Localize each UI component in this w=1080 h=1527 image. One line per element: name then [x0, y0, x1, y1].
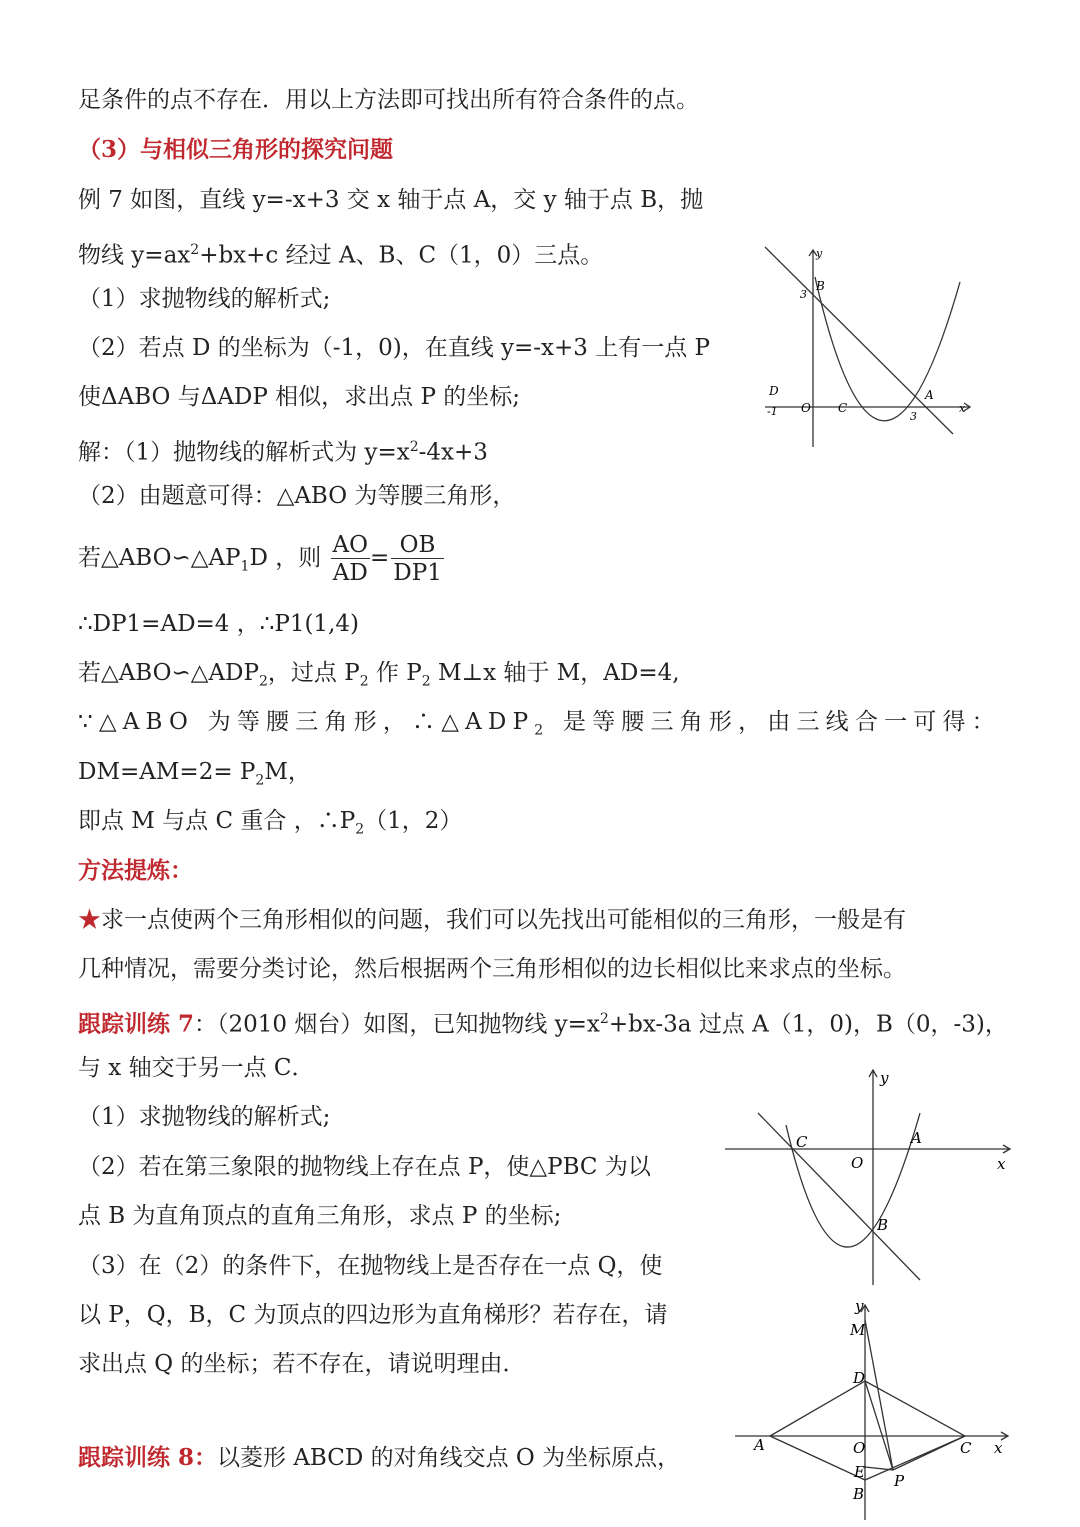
training-7-q3-line-2: 以 P，Q，B，C 为顶点的四边形为直角梯形？若存在，请	[78, 1302, 668, 1328]
label-y: y	[816, 247, 823, 260]
point-coincide: 即点 M 与点 C 重合 ，$\therefore P_2(1$，2）	[78, 808, 463, 838]
solution-2: （2）由题意可得：△ABO 为等腰三角形，	[78, 483, 516, 509]
figure-example-7	[760, 242, 975, 452]
label-O: O	[801, 401, 811, 415]
question-2-line-1: （2）若点 D 的坐标为（-1，0)，在直线 y=-x+3 上有一点 P	[78, 335, 711, 361]
line-y-neg-x-plus-3	[765, 247, 953, 434]
label-y: y	[880, 1069, 889, 1087]
label-C: C	[838, 401, 848, 415]
fraction-ob-dp1: $\frac{OB}{DP1}$	[393, 531, 442, 586]
training-8-line-1: 跟踪训练 8：以菱形 ABCD 的对角线交点 O 为坐标原点，	[78, 1444, 681, 1471]
fraction-ao-ad: $\frac{AO}{AD}$	[332, 531, 368, 586]
label-B: B	[816, 279, 825, 293]
question-1: （1）求抛物线的解析式;	[78, 286, 331, 312]
label-B: B	[877, 1216, 889, 1234]
training-7-q1: （1）求抛物线的解析式;	[78, 1104, 331, 1130]
training-7-line-1: 跟踪训练 7：（2010 烟台）如图，已知抛物线 $y=x^2+bx-3a$ 过点 A（1，0)，B（0，-3)，	[78, 1010, 1008, 1038]
figure-training-8	[730, 1295, 1015, 1525]
label-neg1: -1	[767, 405, 778, 418]
label-x: x	[994, 1439, 1003, 1457]
parabola-curve	[815, 277, 960, 421]
method-title: 方法提炼：	[78, 857, 193, 884]
label-C: C	[960, 1439, 972, 1457]
training-7-q2-line-2: 点 B 为直角顶点的直角三角形，求点 P 的坐标;	[78, 1203, 562, 1229]
label-O: O	[851, 1154, 864, 1172]
rhombus-abcd	[770, 1381, 965, 1480]
label-C: C	[796, 1133, 808, 1151]
similarity-case-2: 若$\triangle ABO∽\triangle ADP_2$，过点 $P_2$ 作 $P_2$ M⊥x 轴于 M，AD=4,	[78, 660, 680, 690]
label-y: y	[855, 1297, 864, 1315]
training-7-q3-line-3: 求出点 Q 的坐标；若不存在，请说明理由．	[78, 1351, 526, 1377]
label-x: x	[959, 402, 966, 415]
similarity-case-1: 若$\triangle ABO∽\triangle AP_1D$ ，则 $\frac{AO}{AD}$ = $\frac{OB}{DP1}$	[78, 531, 442, 586]
text-line: 足条件的点不存在．用以上方法即可找出所有符合条件的点。	[78, 87, 699, 113]
label-x: x	[997, 1155, 1006, 1173]
question-2-line-2: 使ΔABO 与ΔADP 相似，求出点 P 的坐标;	[78, 384, 521, 410]
figure-training-7	[720, 1065, 1015, 1290]
line-bc	[758, 1113, 920, 1280]
method-line-2: 几种情况，需要分类讨论，然后根据两个三角形相似的边长相似比来求点的坐标。	[78, 956, 906, 982]
dm-equation: $DM=AM=2= P_2M$，	[78, 759, 311, 789]
label-M: M	[850, 1321, 866, 1339]
label-D: D	[769, 384, 779, 398]
dp1-result: ∴DP1=AD=4 ，∴P1(1,4)	[78, 611, 359, 637]
method-line-1: ★求一点使两个三角形相似的问题，我们可以先找出可能相似的三角形，一般是有	[78, 907, 906, 933]
label-A: A	[925, 388, 934, 402]
section-heading: （3）与相似三角形的探究问题	[78, 136, 394, 163]
star-icon: ★	[78, 907, 101, 933]
example-7-line-1: 例 7 如图，直线 y=-x+3 交 x 轴于点 A，交 y 轴于点 B，抛	[78, 187, 704, 213]
label-3-x: 3	[910, 410, 917, 423]
label-A: A	[754, 1436, 765, 1454]
label-P: P	[894, 1472, 905, 1490]
label-B: B	[853, 1485, 865, 1503]
isosceles-reasoning: ∵△ABO 为等腰三角形，$\therefore\triangle ADP_2$ 是等腰三角形，由三线合一可得：	[78, 709, 1001, 739]
label-A: A	[911, 1129, 922, 1147]
training-7-q3-line-1: （3）在（2）的条件下，在抛物线上是否存在一点 Q，使	[78, 1253, 663, 1279]
label-E: E	[854, 1463, 865, 1481]
training-7-q2-line-1: （2）若在第三象限的抛物线上存在点 P，使△PBC 为以	[78, 1154, 651, 1180]
segment-pc	[893, 1436, 965, 1470]
segment-ep	[865, 1467, 893, 1470]
label-D: D	[853, 1369, 866, 1387]
label-O: O	[853, 1439, 866, 1457]
label-3-y: 3	[800, 288, 807, 301]
training-7-line-2: 与 x 轴交于另一点 C．	[78, 1055, 315, 1081]
solution-1: 解：（1）抛物线的解析式为 $y=x^2-4x+3$	[78, 439, 488, 466]
example-7-line-2: 物线 $y=ax^2+bx+c$ 经过 A、B、C（1，0）三点。	[78, 242, 604, 269]
